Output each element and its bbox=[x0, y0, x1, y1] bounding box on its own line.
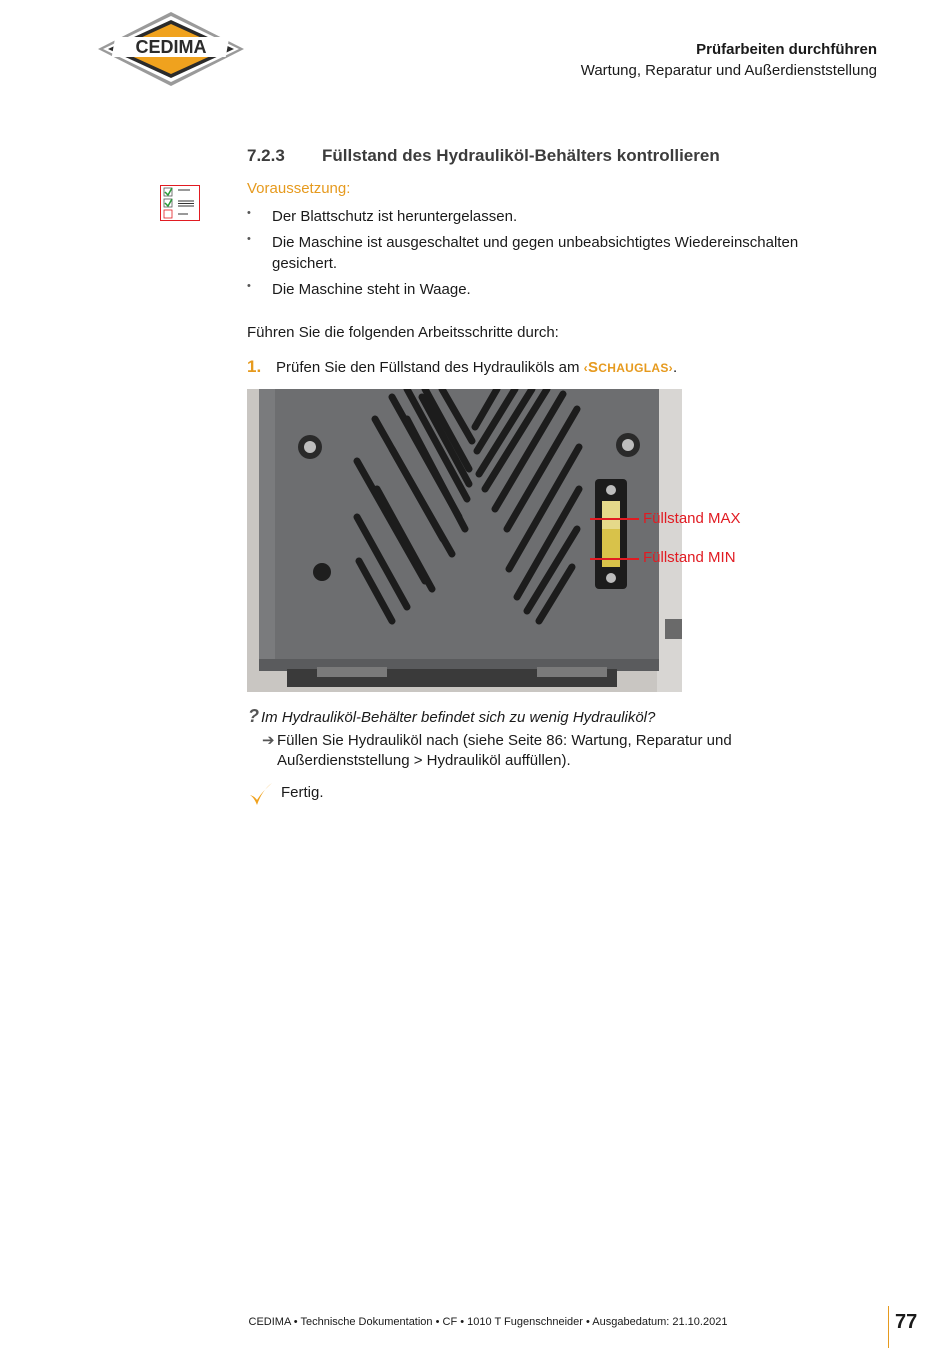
step-text: Prüfen Sie den Füllstand des Hydrauliköls am ‹SCHAUGLAS›. bbox=[276, 359, 678, 376]
prerequisite-item bbox=[247, 232, 827, 274]
section-title: Füllstand des Hydrauliköl-Behälters kontrollieren bbox=[322, 146, 720, 165]
header-subtitle: Wartung, Reparatur und Außerdienststellung bbox=[580, 62, 877, 79]
bullet-dot: • bbox=[247, 280, 251, 292]
step-number: 1. bbox=[247, 357, 262, 376]
step-text-main: Prüfen Sie den Füllstand des Hydrauliköls am bbox=[276, 359, 584, 376]
sight-glass-photo bbox=[247, 389, 682, 692]
prerequisite-label: Voraussetzung: bbox=[247, 180, 351, 197]
checklist-icon bbox=[160, 185, 200, 221]
cedima-logo bbox=[96, 10, 246, 88]
prerequisite-text: Die Maschine ist ausgeschaltet und gegen unbeabsichtigtes Wiedereinschalten gesichert. bbox=[272, 234, 799, 272]
page-number-divider bbox=[888, 1306, 889, 1348]
logo-text: CEDIMA bbox=[135, 37, 207, 57]
prerequisite-text: Die Maschine steht in Waage. bbox=[272, 281, 471, 298]
checkmark-icon bbox=[248, 781, 274, 807]
prerequisite-item bbox=[247, 279, 827, 300]
page-footer: CEDIMA • Technische Dokumentation • CF • 1010 T Fugenschneider • Ausgabedatum: 21.10.2021 bbox=[248, 1316, 728, 1328]
section-number: 7.2.3 bbox=[247, 146, 285, 165]
label-fill-level-max: Füllstand MAX bbox=[643, 510, 741, 527]
bullet-dot: • bbox=[247, 233, 251, 245]
done-text: Fertig. bbox=[281, 784, 324, 801]
question-icon: ? bbox=[248, 706, 259, 726]
prerequisite-text: Der Blattschutz ist heruntergelassen. bbox=[272, 208, 518, 225]
prerequisite-item bbox=[247, 206, 827, 227]
arrow-right-icon: ➔ bbox=[262, 732, 275, 749]
header-title: Prüfarbeiten durchführen bbox=[696, 41, 877, 58]
troubleshoot-question: Im Hydrauliköl-Behälter befindet sich zu wenig Hydrauliköl? bbox=[261, 709, 656, 726]
bullet-dot: • bbox=[247, 207, 251, 219]
instruction-intro: Führen Sie die folgenden Arbeitsschritte durch: bbox=[247, 324, 559, 341]
troubleshoot-action: Füllen Sie Hydrauliköl nach (siehe Seite 86: Wartung, Reparatur und Außerdienststellung > Hydrauliköl auffüllen). bbox=[277, 732, 732, 769]
component-name: ‹SCHAUGLAS› bbox=[583, 359, 673, 376]
page-number: 77 bbox=[895, 1311, 918, 1333]
label-fill-level-min: Füllstand MIN bbox=[643, 549, 736, 566]
